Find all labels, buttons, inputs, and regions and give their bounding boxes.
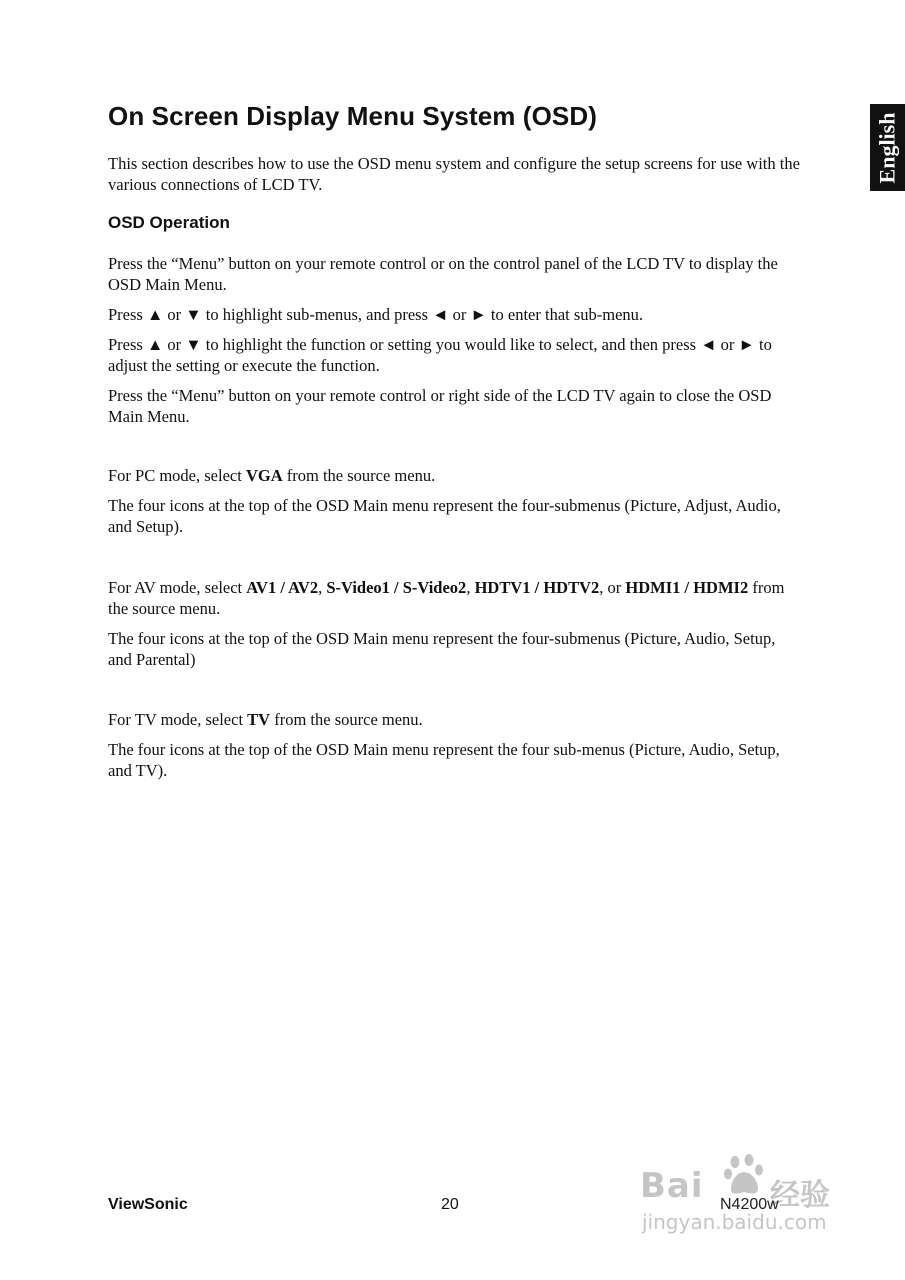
av-mode-source-svideo: S-Video1 / S-Video2 bbox=[326, 578, 467, 597]
tv-mode-paragraph bbox=[108, 709, 803, 730]
tv-mode-suffix: from the source menu. bbox=[270, 710, 423, 729]
av-mode-prefix: For AV mode, select bbox=[108, 578, 247, 597]
av-mode-source-hdmi: HDMI1 / HDMI2 bbox=[625, 578, 749, 597]
tv-mode-block bbox=[108, 709, 803, 781]
separator: , bbox=[466, 578, 475, 597]
tv-mode-source: TV bbox=[247, 710, 271, 729]
pc-mode-suffix: from the source menu. bbox=[282, 466, 436, 485]
watermark-logo-text: Bai bbox=[640, 1166, 704, 1206]
operation-paragraph-2: Press ▲ or ▼ to highlight sub-menus, and press ◄ or ► to enter that sub-menu. bbox=[108, 305, 644, 324]
tv-mode-prefix: For TV mode, select bbox=[108, 710, 248, 729]
language-tab-label: English bbox=[874, 112, 900, 183]
av-mode-source-av: AV1 / AV2 bbox=[246, 578, 319, 597]
pc-mode-icons-paragraph: The four icons at the top of the OSD Main menu represent the four-submenus (Picture, Adjust, Audio, and Setup). bbox=[108, 496, 781, 536]
section-heading: OSD Operation bbox=[108, 213, 230, 232]
av-mode-paragraph bbox=[108, 577, 803, 619]
av-mode-suffix: from the source menu. bbox=[108, 578, 785, 618]
separator: , or bbox=[599, 578, 626, 597]
pc-mode-prefix: For PC mode, select bbox=[108, 466, 246, 485]
footer-model: N4200w bbox=[720, 1196, 779, 1213]
intro-block bbox=[108, 153, 803, 195]
footer-brand: ViewSonic bbox=[108, 1196, 188, 1213]
pc-mode-block bbox=[108, 465, 803, 537]
operation-block bbox=[108, 253, 803, 427]
watermark-url: jingyan.baidu.com bbox=[642, 1210, 827, 1234]
separator: , bbox=[318, 578, 327, 597]
paw-icon bbox=[723, 1152, 767, 1196]
operation-paragraph-1: Press the “Menu” button on your remote control or on the control panel of the LCD TV to display the OSD Main Menu. bbox=[108, 254, 778, 294]
pc-mode-paragraph bbox=[108, 465, 803, 486]
av-mode-block bbox=[108, 577, 803, 670]
av-mode-source-hdtv: HDTV1 / HDTV2 bbox=[474, 578, 600, 597]
av-mode-icons-paragraph: The four icons at the top of the OSD Main menu represent the four-submenus (Picture, Audio, Setup, and Parental) bbox=[108, 629, 776, 669]
tv-mode-icons-paragraph: The four icons at the top of the OSD Main menu represent the four sub-menus (Picture, Audio, Setup, and TV). bbox=[108, 740, 780, 780]
operation-paragraph-3: Press ▲ or ▼ to highlight the function or setting you would like to select, and then press ◄ or ► to adjust the setting or execute the function. bbox=[108, 335, 772, 375]
pc-mode-source: VGA bbox=[245, 466, 283, 485]
page-number: 20 bbox=[441, 1196, 459, 1213]
page-title: On Screen Display Menu System (OSD) bbox=[108, 101, 597, 131]
intro-paragraph: This section describes how to use the OSD menu system and configure the setup screens for use with the various connections of LCD TV. bbox=[108, 154, 800, 194]
language-tab bbox=[870, 104, 905, 191]
watermark-chinese-text: 经验 bbox=[770, 1178, 830, 1213]
operation-paragraph-4: Press the “Menu” button on your remote control or right side of the LCD TV again to close the OSD Main Menu. bbox=[108, 386, 772, 426]
